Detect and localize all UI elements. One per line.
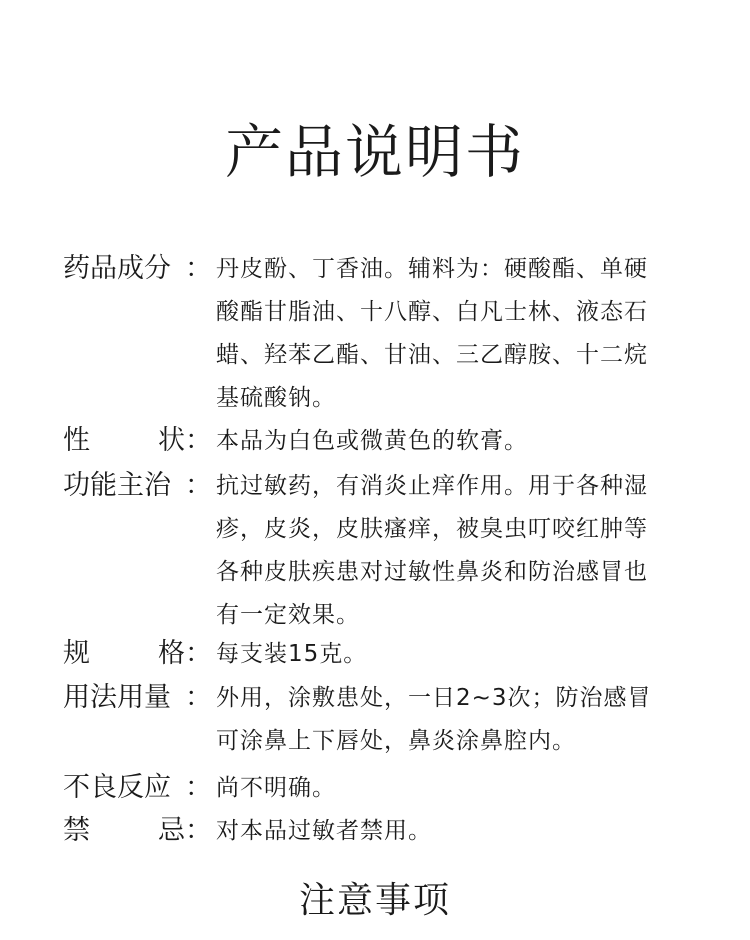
label-char: 忌 [158, 815, 185, 846]
section-label: 用法用量 [63, 682, 171, 713]
label-colon: ： [185, 425, 212, 456]
label-colon: ： [185, 815, 212, 846]
value-line: 酸酯甘脂油、十八醇、白凡士林、液态石 [216, 299, 648, 325]
value-line: 各种皮肤疾患对过敏性鼻炎和防治感冒也 [216, 559, 648, 585]
label-colon: ： [185, 638, 212, 669]
label-char: 规 [63, 638, 90, 669]
label-char: 性 [63, 425, 90, 456]
label-colon: ： [185, 772, 212, 803]
label-char: 状 [158, 425, 185, 456]
value-line: 外用，涂敷患处，一日2~3次；防治感冒 [216, 685, 652, 711]
value-line: 基硫酸钠。 [216, 385, 336, 411]
value-line: 对本品过敏者禁用。 [216, 818, 432, 844]
section-value [216, 767, 696, 810]
section-value [216, 420, 696, 463]
value-line: 丹皮酚、丁香油。辅料为：硬酸酯、单硬 [216, 256, 648, 282]
section-value [216, 633, 696, 676]
label-colon: ： [185, 253, 212, 284]
label-char: 禁 [63, 815, 90, 846]
section-label: 药品成分 [63, 253, 171, 284]
page-title: 产品说明书 [224, 118, 525, 186]
value-line: 蜡、羟苯乙酯、甘油、三乙醇胺、十二烷 [216, 342, 648, 368]
section-value [216, 248, 696, 420]
value-line: 疹，皮炎，皮肤瘙痒，被臭虫叮咬红肿等 [216, 516, 648, 542]
section-label: 功能主治 [63, 470, 171, 501]
value-line: 可涂鼻上下唇处，鼻炎涂鼻腔内。 [216, 728, 576, 754]
section-value [216, 677, 696, 763]
section-label: 不良反应 [63, 772, 171, 803]
value-line: 尚不明确。 [216, 775, 336, 801]
label-colon: ： [185, 470, 212, 501]
label-colon: ： [185, 682, 212, 713]
precautions-heading: 注意事项 [298, 880, 451, 921]
value-line: 有一定效果。 [216, 602, 360, 628]
value-line: 每支装15克。 [216, 641, 368, 667]
value-line: 抗过敏药，有消炎止痒作用。用于各种湿 [216, 473, 648, 499]
section-value [216, 810, 696, 853]
section-value [216, 465, 696, 637]
label-char: 格 [158, 638, 185, 669]
value-line: 本品为白色或微黄色的软膏。 [216, 428, 528, 454]
